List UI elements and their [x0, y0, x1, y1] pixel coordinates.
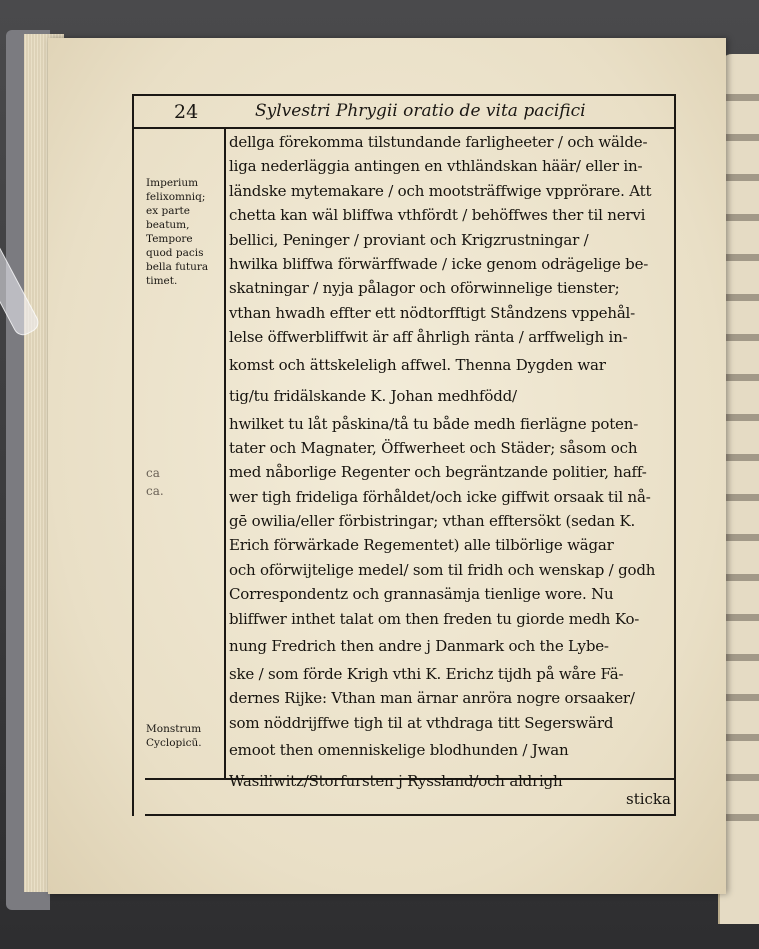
- text-line: tater och Magnater, Öffwerheet och Städer; såsom och: [229, 438, 638, 457]
- text-line: ländske mytemakare / och mootsträffwige vpprörare. Att: [229, 181, 652, 200]
- text-line: liga nederläggia antingen en vthländskan häär/ eller in-: [229, 157, 643, 176]
- frame-bottom: [145, 814, 676, 816]
- page-number: 24: [174, 101, 199, 123]
- text-line: komst och ättskeleligh affwel. Thenna Dygden war: [229, 355, 606, 374]
- catchword: sticka: [626, 790, 671, 808]
- text-line: Correspondentz och grannasämja tienlige wore. Nu: [229, 585, 614, 604]
- text-line: wer tigh frideliga förhåldet/och icke giffwit orsaak til nå-: [229, 487, 651, 506]
- text-line: lelse öffwerbliffwit är aff åhrligh ränta / arffweligh in-: [229, 328, 628, 347]
- margin-mark: ca.: [146, 484, 164, 498]
- frame-right: [674, 94, 676, 816]
- text-line: dellga förekomma tilstundande farligheeter / och wälde-: [229, 133, 648, 151]
- text-line: Erich förwärkade Regementet) alle tilbörlige wägar: [229, 536, 614, 555]
- margin-note-monstrum: Monstrum Cyclopicū.: [146, 723, 202, 749]
- header-rule: [132, 127, 676, 129]
- margin-divider: [224, 127, 226, 779]
- body-text: [229, 130, 671, 797]
- text-line: bliffwer inthet talat om then freden tu giorde medh Ko-: [229, 609, 640, 628]
- running-title: Sylvestri Phrygii oratio de vita pacifici: [255, 101, 586, 121]
- frame-top: [132, 94, 676, 96]
- text-line: som nöddrijffwe tigh til at vthdraga titt Segerswärd: [229, 713, 614, 732]
- text-line: hwilka bliffwa förwärffwade / icke genom odrägelige be-: [229, 254, 649, 273]
- text-line: tig/tu fridälskande K. Johan medhfödd/: [229, 386, 517, 405]
- text-line: gē owilia/eller förbistringar; vthan efftersökt (sedan K.: [229, 512, 636, 531]
- text-line: vthan hwadh effter ett nödtorfftigt Ståndzens vppehål-: [229, 303, 636, 322]
- text-line: Wasiliwitz/Storfursten j Ryssland/och aldrigh: [229, 772, 563, 791]
- frame-left: [132, 94, 134, 816]
- margin-note-imperium: Imperium felixomniq; ex parte beatum, Tempore quod pacis bella futura timet.: [146, 177, 209, 287]
- text-line: hwilket tu låt påskina/tå tu både medh fierlägne poten-: [229, 414, 639, 433]
- text-line: dernes Rijke: Vthan man ärnar anröra nogre orsaaker/: [229, 689, 635, 708]
- text-line: nung Fredrich then andre j Danmark och the Lybe-: [229, 637, 609, 656]
- text-line: chetta kan wäl bliffwa vthfördt / behöffwes ther til nervi: [229, 206, 646, 225]
- text-line: bellici, Peninger / proviant och Krigzrustningar /: [229, 230, 589, 249]
- text-line: emoot then omenniskelige blodhunden / Jwan: [229, 741, 569, 760]
- text-line: ske / som förde Krigh vthi K. Erichz tijdh på wåre Fä-: [229, 665, 624, 684]
- text-line: och oförwijtelige medel/ som til fridh och wenskap / godh: [229, 560, 656, 579]
- text-line: med nåborlige Regenter och begräntzande politier, haff-: [229, 463, 647, 482]
- margin-mark: ca: [146, 466, 160, 480]
- text-line: skatningar / nyja pålagor och oförwinnelige tienster;: [229, 279, 620, 298]
